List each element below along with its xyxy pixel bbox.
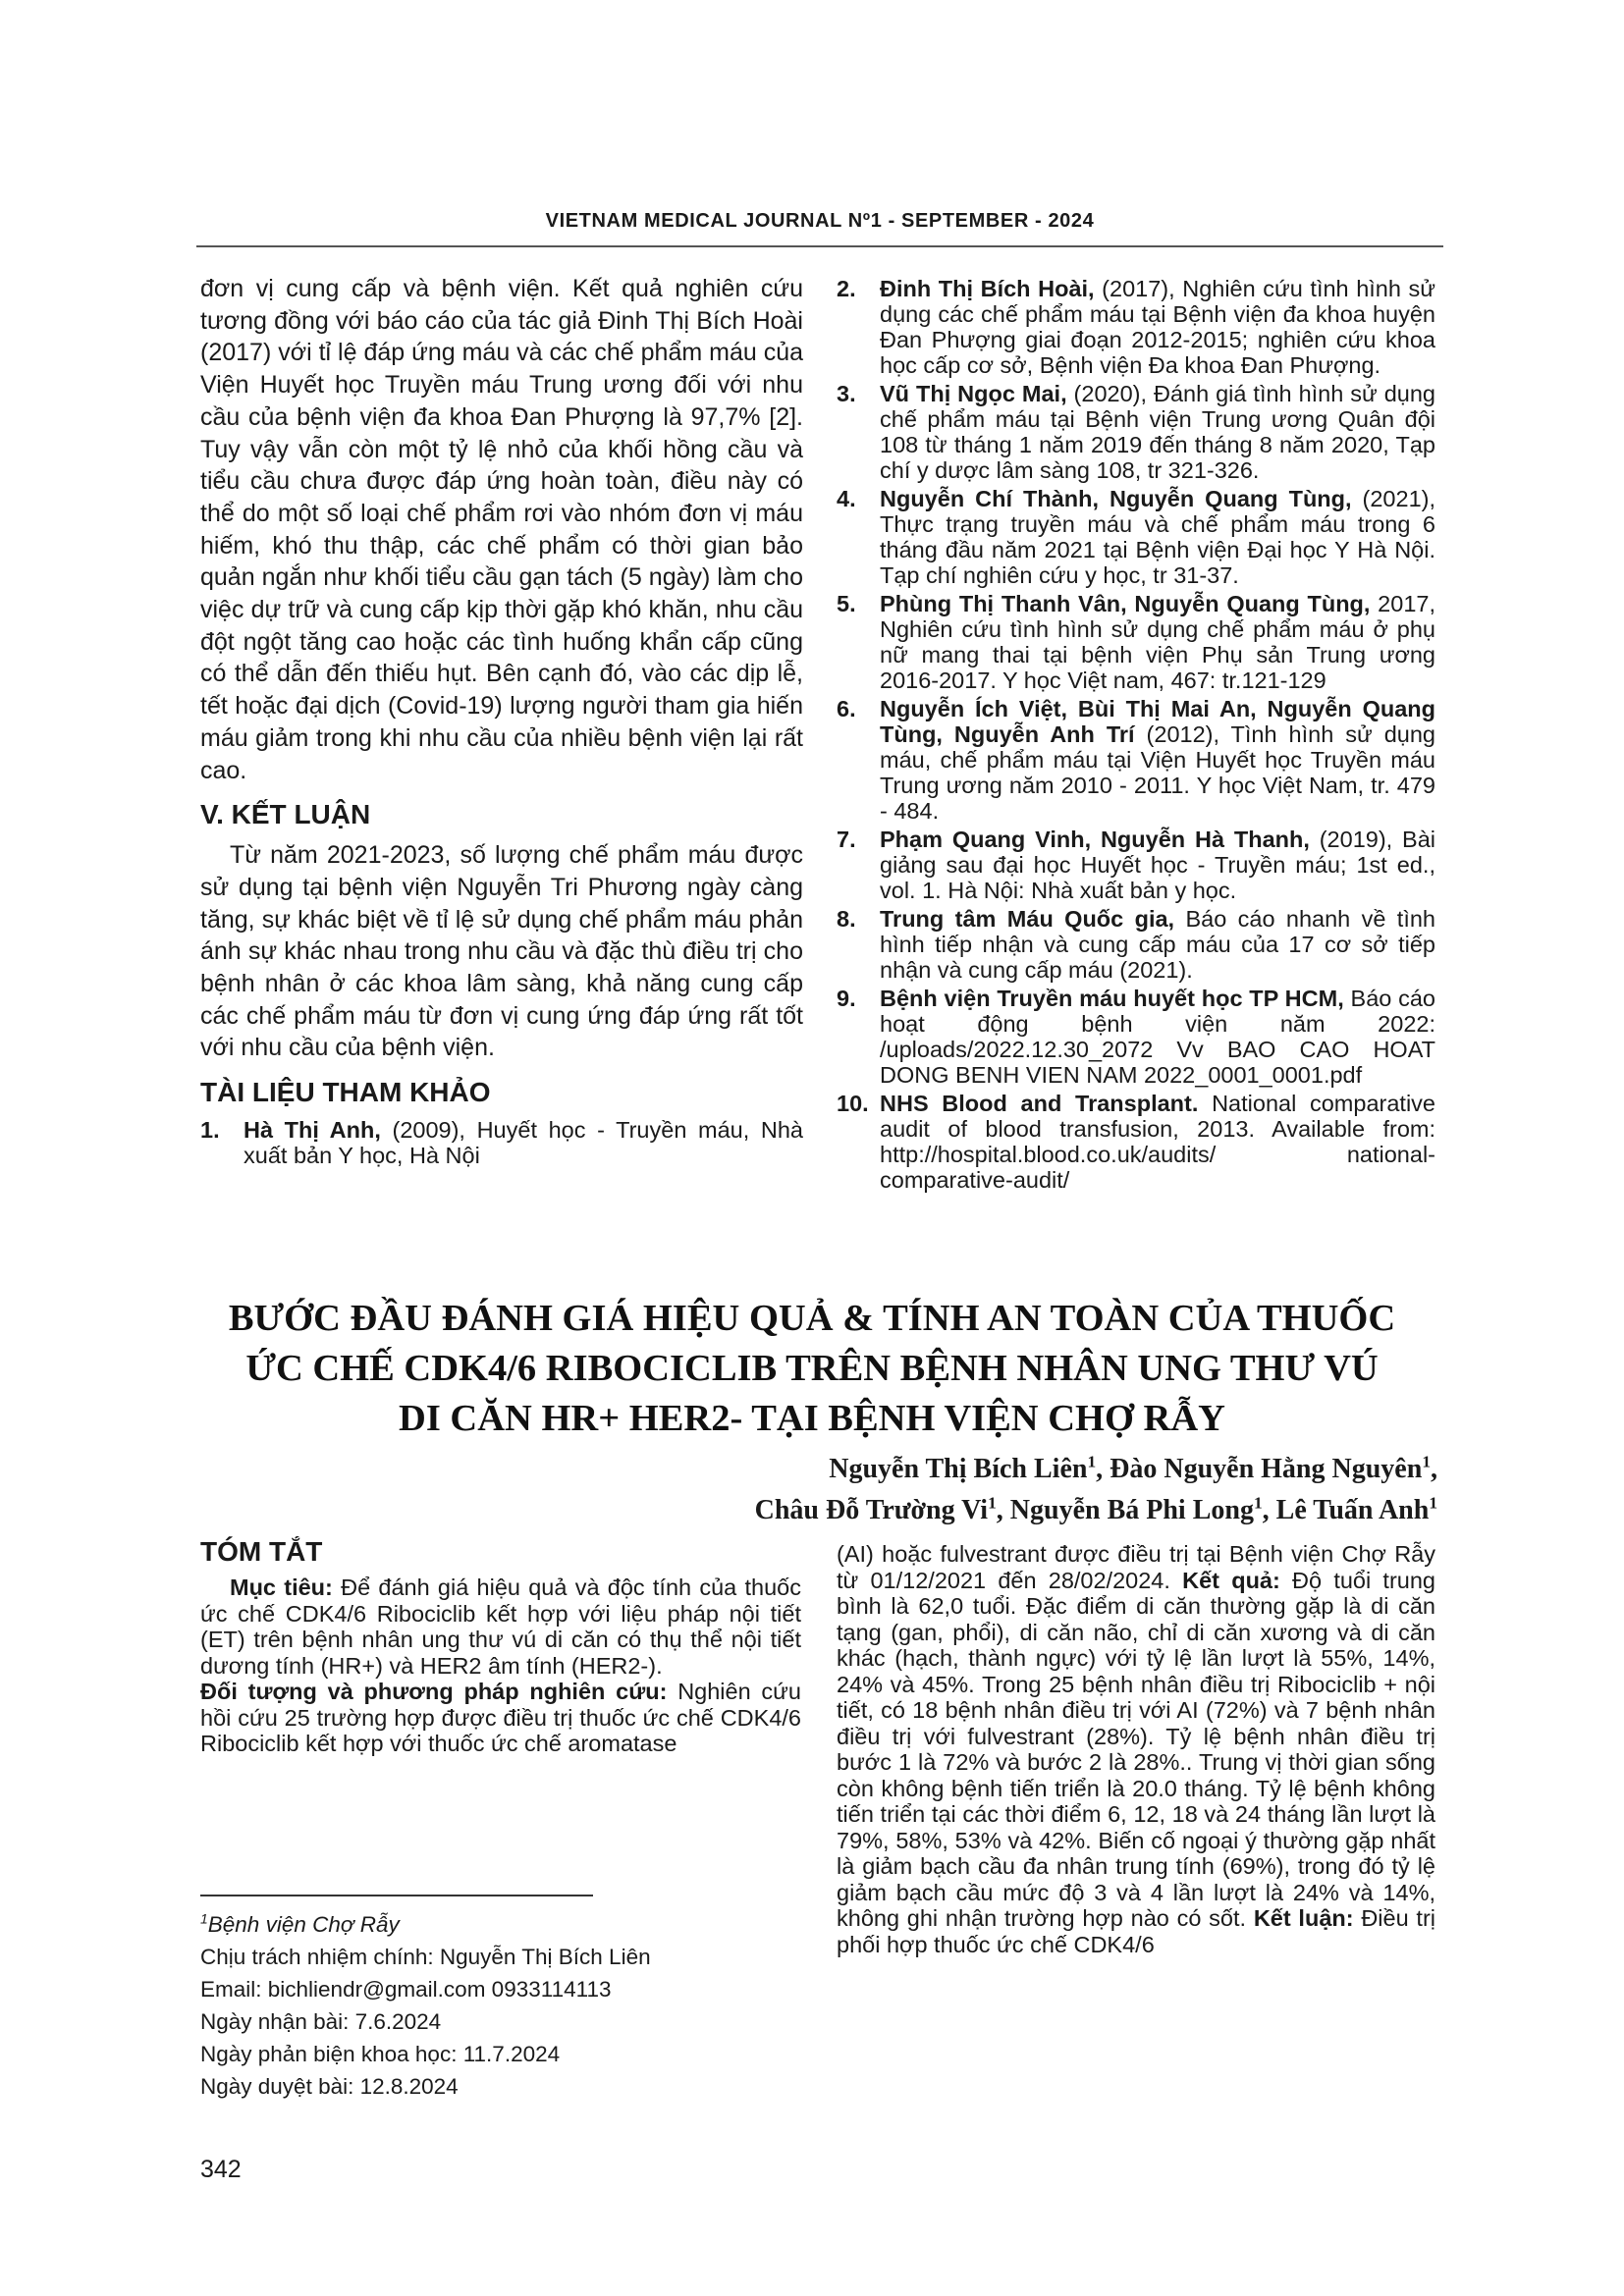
affiliation-text: Bệnh viện Chợ Rẫy xyxy=(207,1912,400,1937)
reference-text xyxy=(880,276,1435,378)
page-number: 342 xyxy=(200,2156,242,2183)
reference-text xyxy=(880,1091,1435,1193)
reference-details: 2017, Nghiên cứu tình hình sử dụng chế phẩm máu ở phụ nữ mang thai tại bệnh viện Phụ sản Trung ương 2016-2017. Y học Việt nam, 467: tr.121-129 xyxy=(880,591,1435,693)
author-line: Nguyễn Thị Bích Liên$^1$, Đào Nguyễn Hằng Nguyên$^1$, xyxy=(829,1452,1437,1484)
author-line: Châu Đỗ Trường Vi$^1$, Nguyễn Bá Phi Long$^1$, Lê Tuấn Anh$^1$ xyxy=(754,1493,1437,1525)
reference-item xyxy=(837,1091,1435,1193)
reference-item xyxy=(837,827,1435,903)
review-date: Ngày phản biện khoa học: 11.7.2024 xyxy=(200,2042,561,2066)
author-affiliation-mark: 1 xyxy=(1429,1493,1437,1513)
references-heading: TÀI LIỆU THAM KHẢO xyxy=(200,1077,491,1108)
reference-author: NHS Blood and Transplant. xyxy=(880,1091,1199,1116)
author-name: Nguyễn Thị Bích Liên xyxy=(829,1454,1088,1484)
affiliation-footnote xyxy=(200,1908,809,1941)
reference-number: 9. xyxy=(837,986,856,1011)
conclusion-paragraph: Từ năm 2021-2023, số lượng chế phẩm máu được sử dụng tại bệnh viện Nguyễn Tri Phương ngày càng tăng, sự khác biệt về tỉ lệ sử dụng chế phẩm máu phản ánh sự khác nhau trong nhu cầu và đặc thù điều trị cho bệnh nhân ở các khoa lâm sàng, khả năng cung cấp các chế phẩm máu từ đơn vị cung ứng đáp ứng rất tốt với nhu cầu của bệnh viện. xyxy=(200,841,803,1062)
reference-number: 2. xyxy=(837,276,856,301)
corresponding-author: Chịu trách nhiệm chính: Nguyễn Thị Bích Liên xyxy=(200,1945,651,1969)
author-affiliation-mark: 1 xyxy=(1253,1493,1263,1513)
contact-email: Email: bichliendr@gmail.com 0933114113 xyxy=(200,1977,612,2002)
reference-item xyxy=(837,696,1435,824)
abstract-text-continued xyxy=(837,1541,1435,1957)
footnotes xyxy=(200,1908,809,2103)
reference-number: 1. xyxy=(200,1117,220,1144)
result-label: Kết quả: xyxy=(1182,1567,1280,1593)
method-text: Nghiên cứu hồi cứu 25 trường hợp được điều trị thuốc ức chế CDK4/6 Ribociclib kết hợp với thuốc ức chế aromatase xyxy=(200,1679,801,1756)
reference-item xyxy=(837,276,1435,378)
author-affiliation-mark: 1 xyxy=(1087,1452,1097,1471)
reference-text xyxy=(880,591,1435,693)
method-label: Đối tượng và phương pháp nghiên cứu: xyxy=(200,1679,668,1704)
reference-item xyxy=(837,986,1435,1088)
reference-number: 4. xyxy=(837,486,856,511)
reference-author: Đinh Thị Bích Hoài, xyxy=(880,276,1095,301)
reference-number: 8. xyxy=(837,906,856,932)
author-list xyxy=(456,1449,1437,1531)
abstract-text-start xyxy=(200,1575,801,1757)
conclusion-label: Kết luận: xyxy=(1253,1905,1354,1931)
reference-author: Hà Thị Anh, xyxy=(244,1117,381,1144)
reference-author: Phùng Thị Thanh Vân, Nguyễn Quang Tùng, xyxy=(880,591,1371,616)
reference-item xyxy=(200,1117,803,1168)
reference-details: (2012), Tình hình sử dụng máu, chế phẩm máu tại Viện Huyết học Truyền máu Trung ương năm 2010 - 2011. Y học Việt Nam, tr. 479 - 484. xyxy=(880,721,1435,824)
affiliation-mark: 1 xyxy=(200,1910,208,1927)
reference-details: Báo cáo nhanh về tình hình tiếp nhận và cung cấp máu của 17 cơ sở tiếp nhận và cung cấp máu (2021). xyxy=(880,906,1435,983)
reference-details: (2019), Bài giảng sau đại học Huyết học - Truyền máu; 1st ed., vol. 1. Hà Nội: Nhà xuất bản y học. xyxy=(880,827,1436,903)
left-column-body xyxy=(200,273,803,1171)
author-affiliation-mark: 1 xyxy=(988,1493,997,1513)
author-affiliation-mark: 1 xyxy=(1422,1452,1431,1471)
reference-number: 7. xyxy=(837,827,856,852)
aim-text: Để đánh giá hiệu quả và độc tính của thuốc ức chế CDK4/6 Ribociclib kết hợp với liệu pháp nội tiết (ET) trên bệnh nhân ung thư vú di căn có thụ thể nội tiết dương tính (HR+) và HER2 âm tính (HER2-). xyxy=(200,1575,801,1679)
reference-details: Báo cáo hoạt động bệnh viện năm 2022: /uploads/2022.12.30_2072 Vv BAO CAO HOAT DONG BENH VIEN NAM 2022_0001_0001.pdf xyxy=(880,986,1436,1088)
abstract-continued-text: (AI) hoặc fulvestrant được điều trị tại Bệnh viện Chợ Rẫy từ 01/12/2021 đến 28/02/2024. xyxy=(837,1541,1435,1593)
reference-text xyxy=(880,381,1435,483)
discussion-paragraph: đơn vị cung cấp và bệnh viện. Kết quả nghiên cứu tương đồng với báo cáo của tác giả Đinh Thị Bích Hoài (2017) với tỉ lệ đáp ứng máu và các chế phẩm máu của Viện Huyết học Truyền máu Trung ương đối với nhu cầu của bệnh viện đa khoa Đan Phượng là 97,7% [2]. Tuy vậy vẫn còn một tỷ lệ nhỏ của khối hồng cầu và tiểu cầu chưa được đáp ứng hoàn toàn, điều này có thể do một số loại chế phẩm rơi vào nhóm đơn vị máu hiếm, khó thu thập, các chế phẩm có thời gian bảo quản ngắn như khối tiểu cầu gạn tách (5 ngày) làm cho việc dự trữ và cung cấp kịp thời gặp khó khăn, nhu cầu đột ngột tăng cao hoặc các tình huống khẩn cấp cũng có thể dẫn đến thiếu hụt. Bên cạnh đó, vào các dịp lễ, tết hoặc đại dịch (Covid-19) lượng người tham gia hiến máu giảm trong khi nhu cầu của nhiều bệnh viện lại rất cao. xyxy=(200,275,804,784)
reference-author: Phạm Quang Vinh, Nguyễn Hà Thanh, xyxy=(880,827,1310,852)
reference-text xyxy=(880,696,1435,824)
reference-text xyxy=(880,906,1435,983)
conclusion-heading: V. KẾT LUẬN xyxy=(200,799,371,830)
abstract-heading: TÓM TẮT xyxy=(200,1536,323,1567)
reference-author: Nguyễn Chí Thành, Nguyễn Quang Tùng, xyxy=(880,486,1352,511)
reference-author: Vũ Thị Ngọc Mai, xyxy=(880,381,1067,406)
reference-author: Bệnh viện Truyền máu huyết học TP HCM, xyxy=(880,986,1344,1011)
article-title: BƯỚC ĐẦU ĐÁNH GIÁ HIỆU QUẢ & TÍNH AN TOÀN CỦA THUỐC ỨC CHẾ CDK4/6 RIBOCICLIB TRÊN BỆNH NHÂN UNG THƯ VÚ DI CĂN HR+ HER2- TẠI BỆNH VIỆN CHỢ RẪY xyxy=(228,1298,1396,1439)
references-list-left xyxy=(200,1117,803,1168)
author-name: Đào Nguyễn Hằng Nguyên xyxy=(1110,1454,1423,1484)
references-list-right xyxy=(837,276,1435,1196)
reference-details: (2017), Nghiên cứu tình hình sử dụng các chế phẩm máu tại Bệnh viện đa khoa huyện Đan Phượng giai đoạn 2012-2015; nghiên cứu khoa học cấp cơ sở, Bệnh viện Đa khoa Đan Phượng. xyxy=(880,276,1435,378)
reference-text xyxy=(244,1117,803,1168)
reference-item xyxy=(837,906,1435,983)
reference-text xyxy=(880,486,1435,588)
abstract-left-column xyxy=(200,1535,801,1757)
author-name: Nguyễn Bá Phi Long xyxy=(1009,1495,1254,1525)
reference-number: 6. xyxy=(837,696,856,721)
aim-label: Mục tiêu: xyxy=(230,1575,333,1600)
reference-author: Nguyễn Ích Việt, Bùi Thị Mai An, Nguyễn Quang Tùng, Nguyễn Anh Trí xyxy=(880,696,1435,747)
reference-number: 5. xyxy=(837,591,856,616)
accepted-date: Ngày duyệt bài: 12.8.2024 xyxy=(200,2074,459,2099)
result-text: Độ tuổi trung bình là 62,0 tuổi. Đặc điểm di căn thường gặp là di căn tạng (gan, phổi), di căn não, chỉ di căn xương và di căn khác (hạch, thành ngực) với tỷ lệ lần lượt là 55%, 14%, 24% và 45%. Trong 25 bệnh nhân điều trị Ribociclib + nội tiết, có 18 bệnh nhân điều trị với AI (72%) và 7 bệnh nhân điều trị với fulvestrant (28%). Tỷ lệ bệnh nhân điều trị bước 1 là 72% và bước 2 là 28%.. Trung vị thời gian sống còn không bệnh tiến triển là 20.0 tháng. Tỷ lệ bệnh không tiến triển tại các thời điểm 6, 12, 18 và 24 tháng lần lượt là 79%, 58%, 53% và 42%. Biến cố ngoại ý thường gặp nhất là giảm bạch cầu đa nhân trung tính (69%), trong đó tỷ lệ giảm bạch cầu mức độ 3 và 4 lần lượt là 24% và 14%, không ghi nhận trường hợp nào có sốt. xyxy=(837,1567,1435,1931)
author-name: Lê Tuấn Anh xyxy=(1275,1495,1430,1525)
reference-item xyxy=(837,486,1435,588)
reference-details: (2020), Đánh giá tình hình sử dụng chế phẩm máu tại Bệnh viện Trung ương Quân đội 108 từ tháng 1 năm 2019 đến tháng 8 năm 2020, Tạp chí y dược lâm sàng 108, tr 321-326. xyxy=(880,381,1435,483)
reference-item xyxy=(837,591,1435,693)
reference-item xyxy=(837,381,1435,483)
reference-text xyxy=(880,827,1435,903)
journal-header: VIETNAM MEDICAL JOURNAL Nº1 - SEPTEMBER - 2024 xyxy=(196,210,1443,247)
reference-details: (2021), Thực trạng truyền máu và chế phẩm máu trong 6 tháng đầu năm 2021 tại Bệnh viện Đại học Y Hà Nội. Tạp chí nghiên cứu y học, tr 31-37. xyxy=(880,486,1435,588)
reference-details: National comparative audit of blood transfusion, 2013. Available from: http://hospital.blood.co.uk/audits/ national-comparative-audit/ xyxy=(880,1091,1435,1193)
abstract-right-column xyxy=(837,1541,1435,1957)
reference-number: 3. xyxy=(837,381,856,406)
reference-text xyxy=(880,986,1435,1088)
reference-author: Trung tâm Máu Quốc gia, xyxy=(880,906,1175,932)
reference-details: (2009), Huyết học - Truyền máu, Nhà xuất bản Y học, Hà Nội xyxy=(244,1117,803,1169)
received-date: Ngày nhận bài: 7.6.2024 xyxy=(200,2009,442,2034)
abstract-conclusion-text: Điều trị phối hợp thuốc ức chế CDK4/6 xyxy=(837,1905,1435,1957)
reference-number: 10. xyxy=(837,1091,869,1116)
author-name: Châu Đỗ Trường Vi xyxy=(754,1495,989,1525)
footnote-divider xyxy=(200,1895,593,1896)
